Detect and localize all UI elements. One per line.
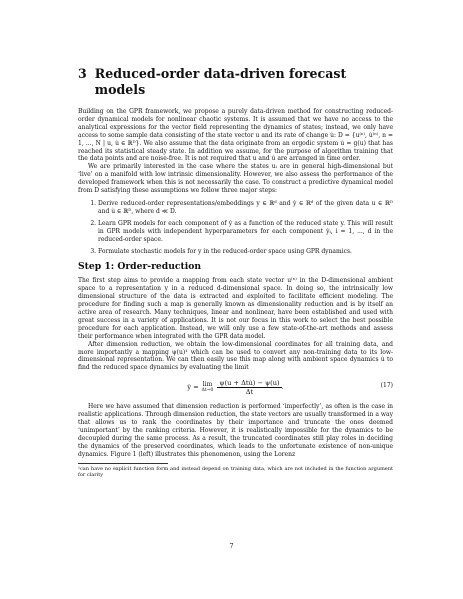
fraction-denominator: Δt xyxy=(245,387,254,396)
section-number: 3 xyxy=(78,66,87,81)
equation-number: (17) xyxy=(380,382,393,390)
step-item-1: 1. Derive reduced-order representations/embeddings y ∈ ℝᵈ and ẏ ∈ ℝᵈ of the given data u ∈ ℝᴰ and u̇ ∈ ℝᴰ, where d ≪ D. xyxy=(98,200,393,216)
step1-paragraph-1: The first step aims to provide a mapping from each state vector u⁽ⁿ⁾ in the D-dimensional ambient space to a representation y in a reduced d-dimensional space. In doing so, the intrinsically low dimensional structure of the data is extracted and exploited to facilitate efficient modeling. The procedure for finding such a map is generally known as dimensionality reduction and is by itself an active area of research. Many techniques, linear and nonlinear, have been established and used with great success in a variety of applications. It is not our focus in this work to select the best possible procedure for each application. Instead, we will only use a few state-of-the-art methods and assess their performance when integrated with the GPR data model. xyxy=(78,277,393,340)
footnote-rule xyxy=(78,463,168,464)
step1-paragraph-2: After dimension reduction, we obtain the low-dimensional coordinates for all training data, and more importantly a mapping ψ(u)¹ which can be used to convert any non-training data to its low-dimensional representation. We can then easily use this map along with ambient space dynamics u̇ to find the reduced space dynamics by evaluating the limit xyxy=(78,340,393,372)
footnote: ¹can have no explicit function form and instead depend on training data, which are not included in the function argument for clarity xyxy=(78,465,393,479)
intro-paragraph-1: Building on the GPR framework, we propose a purely data-driven method for constructing reduced-order dynamical models for nonlinear chaotic systems. It is assumed that we have no access to the analytical expressions for the vector field representing the dynamics of states; instead, we only have access to some sample data consisting of the state vector u and its rate of change u̇: D = {u⁽ⁿ⁾, u̇⁽ⁿ⁾, n = 1, ..., N | u, u̇ ∈ ℝᴰ}. We also assume that the data originate from an ergodic system u̇ = g(u) that has reached its statistical steady state. In addition we assume, for the purpose of algorithm training that the data points and are noise-free. It is not required that u and u̇ are arranged in time order. xyxy=(78,108,393,163)
section-heading xyxy=(78,66,393,98)
fraction-numerator: ψ(u + Δtu̇) − ψ(u) xyxy=(219,378,280,387)
equation-fraction xyxy=(217,379,281,396)
limit-operator: lim xyxy=(202,381,213,389)
section-title: Reduced-order data-driven forecast models xyxy=(94,66,347,97)
limit-subscript: Δt→0 xyxy=(201,388,214,394)
equation-limit xyxy=(202,381,214,393)
intro-paragraph-2: We are primarily interested in the case where the states uᵢ are in general high-dimensional but ‘live’ on a manifold with low intrinsic dimensionality. However, we also assess the performance of the developed framework when this is not necessarily the case. To construct a predictive dynamical model from D satisfying these assumptions we follow three major steps: xyxy=(78,163,393,195)
equation-17 xyxy=(78,376,393,398)
page-number: 7 xyxy=(229,542,234,550)
equation-lhs: ẏ = xyxy=(187,383,199,392)
step-item-3: 3. Formulate stochastic models for y in the reduced-order space using GPR dynamics. xyxy=(98,248,393,256)
equation-period: . xyxy=(281,383,284,392)
step-item-2: 2. Learn GPR models for each component of ẏ as a function of the reduced state y. This will result in GPR models with independent hyperparameters for each component ẏᵢ, i = 1, ..., d in the reduced-order space. xyxy=(98,220,393,244)
page-content xyxy=(78,66,393,479)
subsection-heading: Step 1: Order-reduction xyxy=(78,261,202,273)
step1-paragraph-3: Here we have assumed that dimension reduction is performed ‘imperfectly’, as often is the case in realistic applications. Through dimension reduction, the state vectors are usually transformed in a way that allows us to rank the coordinates by their importance and truncate the ones deemed ‘unimportant’ by the ranking criteria. However, it is realistically impossible for the dynamics to be decoupled during the same process. As a result, the truncated coordinates still play roles in deciding the dynamics of the preserved coordinates, which leads to the unfortunate existence of non-unique dynamics. Figure 1 (left) illustrates this phenomenon, using the Lorenz xyxy=(78,403,393,458)
steps-list xyxy=(78,200,393,255)
